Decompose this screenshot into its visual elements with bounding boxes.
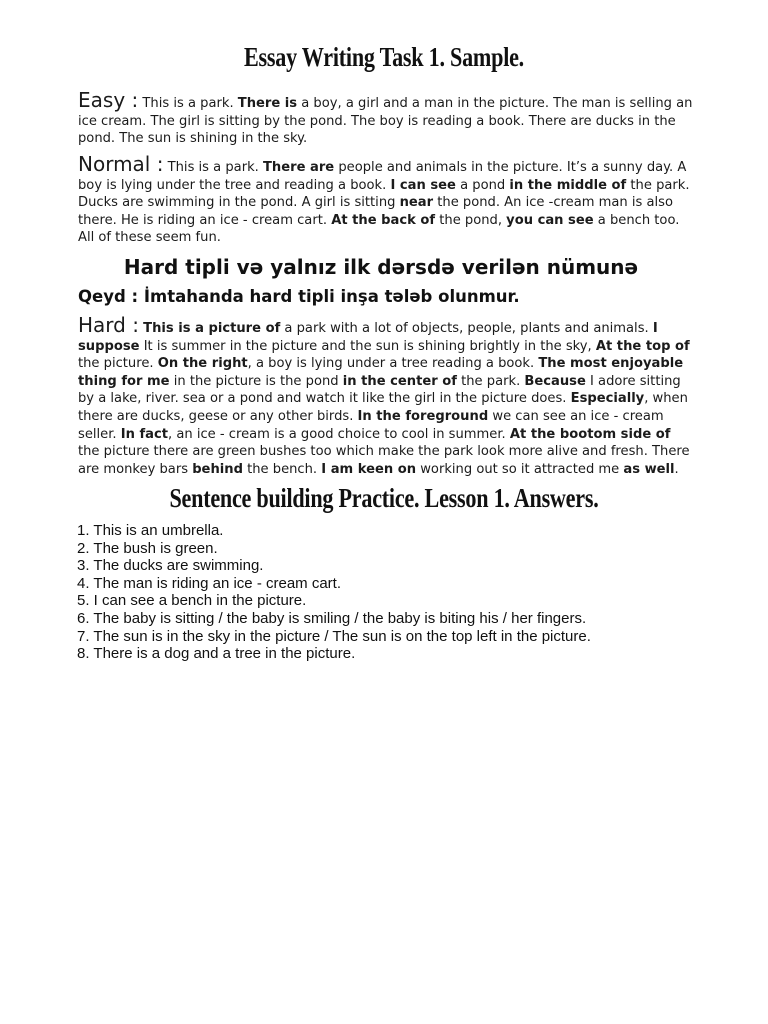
easy-label: Easy :	[78, 88, 139, 112]
answer-item: 2. The bush is green.	[77, 539, 218, 557]
bold-phrase: In the foreground	[357, 408, 489, 424]
text-run: we can see an ice - cream seller.	[78, 408, 664, 442]
text-run: people and animals in the picture. It’s a sunny day. A boy is lying under the tree and reading a book.	[78, 160, 687, 193]
text-run: This is a park.	[138, 96, 238, 111]
hard-section-heading: Hard tipli və yalnız ilk dərsdə verilən nümunə	[123, 255, 639, 279]
bold-phrase: you can see	[506, 212, 594, 228]
answer-item: 3. The ducks are swimming.	[77, 557, 264, 575]
bold-phrase: behind	[192, 461, 243, 477]
bold-phrase: On the right	[157, 356, 248, 372]
text-run: the bench.	[242, 461, 322, 477]
hard-paragraph	[78, 313, 693, 478]
bold-phrase: in the center of	[342, 373, 457, 389]
text-run: This is a park.	[163, 160, 263, 175]
bold-phrase: Because	[524, 373, 586, 389]
easy-text	[78, 96, 692, 146]
text-run: the pond. An ice -cream man is also there. He is riding an ice - cream cart.	[78, 195, 674, 228]
bold-phrase: near	[399, 195, 434, 211]
bold-phrase: in the middle of	[509, 177, 627, 193]
answers-title: Sentence building Practice. Lesson 1. Answers.	[169, 483, 599, 513]
normal-paragraph	[78, 152, 693, 247]
hard-text	[78, 321, 690, 477]
text-run: It is summer in the picture and the sun is shining brightly in the sky,	[139, 338, 596, 354]
page-title: Essay Writing Task 1. Sample.	[244, 42, 524, 72]
bold-phrase: Especially	[570, 391, 645, 407]
text-run: a bench too. All of these seem fun.	[78, 212, 680, 246]
bold-phrase: The most enjoyable thing for me	[78, 356, 684, 389]
bold-phrase: as well	[623, 461, 675, 477]
bold-phrase: At the back of	[331, 212, 436, 228]
bold-phrase: There are	[262, 160, 335, 175]
text-run: the pond,	[435, 212, 507, 228]
bold-phrase: This is a picture of	[143, 321, 281, 336]
bold-phrase: There is	[237, 96, 298, 111]
bold-phrase: At the bootom side of	[509, 426, 671, 442]
note-text: Qeyd : İmtahanda hard tipli inşa tələb olunmur.	[78, 287, 520, 306]
text-run: , an ice - cream is a good choice to cool in summer.	[168, 426, 510, 442]
text-run: the park.	[456, 373, 525, 389]
text-run: , a boy is lying under a tree reading a book.	[247, 356, 539, 372]
bold-phrase: In fact	[120, 426, 169, 442]
text-run: the park. Ducks are swimming in the pond. A girl is sitting	[78, 177, 690, 211]
answers-list	[77, 522, 591, 663]
bold-phrase: I suppose	[78, 321, 658, 354]
answer-item: 1. This is an umbrella.	[77, 522, 224, 539]
normal-text	[78, 160, 690, 245]
answer-item: 4. The man is riding an ice - cream cart.	[77, 574, 341, 592]
answer-item: 6. The baby is sitting / the baby is smiling / the baby is biting his / her fingers.	[77, 609, 587, 627]
bold-phrase: I am keen on	[321, 461, 417, 477]
text-run: the picture.	[78, 356, 158, 372]
answer-item: 8. There is a dog and a tree in the picture.	[77, 645, 356, 663]
text-run: a park with a lot of objects, people, plants and animals.	[280, 321, 653, 336]
easy-paragraph	[78, 88, 693, 148]
text-run: a pond	[455, 177, 510, 193]
hard-label: Hard :	[78, 313, 139, 337]
text-run: .	[674, 461, 679, 477]
answer-item: 7. The sun is in the sky in the picture / The sun is on the top left in the picture.	[77, 627, 591, 645]
text-run: , when there are ducks, geese or any other birds.	[78, 391, 688, 424]
text-run: the picture there are green bushes too which make the park look more alive and fresh. There are monkey bars	[78, 444, 690, 477]
text-run: working out so it attracted me	[416, 461, 624, 477]
bold-phrase: At the top of	[595, 338, 690, 354]
normal-label: Normal :	[78, 152, 164, 176]
text-run: in the picture is the pond	[169, 373, 343, 389]
bold-phrase: I can see	[390, 177, 456, 193]
answer-item: 5. I can see a bench in the picture.	[77, 592, 307, 610]
text-run: I adore sitting by a lake, river. sea or a pond and watch it like the girl in the picture does.	[78, 373, 681, 407]
text-run: a boy, a girl and a man in the picture. The man is selling an ice cream. The girl is sitting by the pond. The boy is reading a book. There are ducks in the pond. The sun is shining in the sky.	[78, 96, 693, 147]
